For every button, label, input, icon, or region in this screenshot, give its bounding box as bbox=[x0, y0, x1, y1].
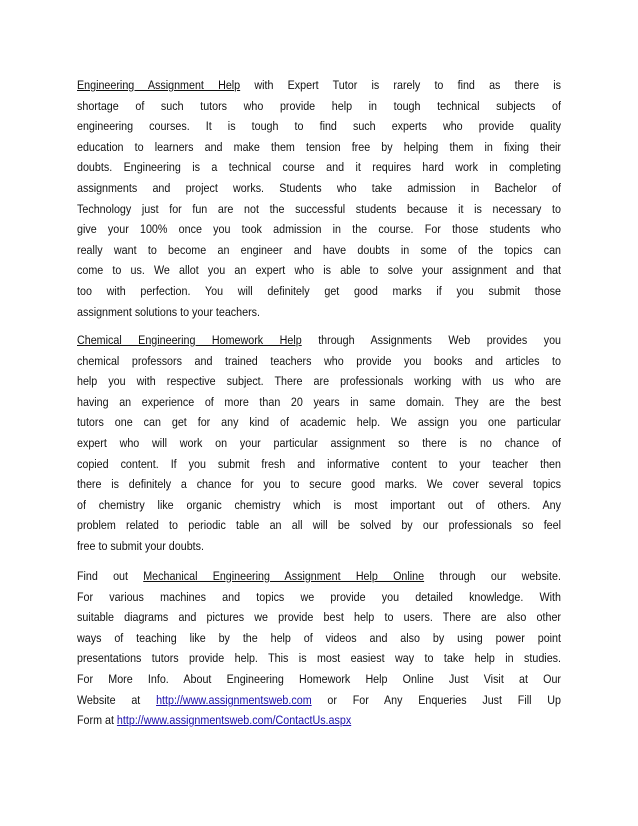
text-segment: free to submit your doubts. bbox=[77, 538, 204, 553]
text-segment: ways of teaching like by the help of videos and also by using power point bbox=[77, 630, 561, 645]
text-segment: suitable diagrams and pictures we provide best help to users. There are also other bbox=[77, 610, 561, 625]
text-segment: For More Info. About Engineering Homework Help Online Just Visit at Our bbox=[77, 671, 561, 686]
text-segment: come to us. We allot you an expert who is able to solve your assignment and that bbox=[77, 263, 561, 278]
text-line bbox=[77, 178, 561, 199]
text-line bbox=[77, 515, 561, 536]
text-segment: assignment solutions to your teachers. bbox=[77, 304, 261, 319]
keyword-link[interactable]: Chemical Engineering Homework Help bbox=[77, 333, 302, 347]
paragraph-chemical-engineering-help bbox=[77, 330, 561, 557]
text-line bbox=[77, 75, 561, 96]
text-segment: copied content. If you submit fresh and informative content to your teacher then bbox=[77, 456, 561, 471]
text-segment: through our website. bbox=[424, 569, 561, 583]
text-segment: engineering courses. It is tough to find such experts who provide quality bbox=[77, 119, 561, 134]
text-segment: help you with respective subject. There are professionals working with us who are bbox=[77, 374, 561, 389]
text-line bbox=[77, 607, 561, 628]
text-line bbox=[77, 157, 561, 178]
text-segment: Find out bbox=[77, 569, 144, 583]
text-segment: give your 100% once you took admission in the course. For those students who bbox=[77, 222, 561, 237]
keyword-link[interactable]: Engineering Assignment Help bbox=[77, 78, 241, 92]
text-line bbox=[77, 495, 561, 516]
text-line bbox=[77, 412, 561, 433]
text-segment: education to learners and make them tension free by helping them in fixing their bbox=[77, 139, 561, 154]
text-line bbox=[77, 240, 561, 261]
text-line bbox=[77, 454, 561, 475]
text-segment: doubts. Engineering is a technical course and it requires hard work in completing bbox=[77, 160, 561, 175]
text-segment: problem related to periodic table an all will be solved by our professionals so feel bbox=[77, 518, 561, 533]
text-line bbox=[77, 330, 561, 351]
text-line bbox=[77, 433, 561, 454]
text-line bbox=[77, 260, 561, 281]
text-line bbox=[77, 628, 561, 649]
text-line bbox=[77, 116, 561, 137]
paragraph-mechanical-engineering-help bbox=[77, 566, 561, 731]
text-line bbox=[77, 392, 561, 413]
text-segment: having an experience of more than 20 years in same domain. They are the best bbox=[77, 394, 561, 409]
text-segment: or For Any Enqueries Just Fill Up bbox=[311, 692, 561, 707]
text-segment: tutors one can get for any kind of academic help. We assign you one particular bbox=[77, 415, 561, 430]
text-line bbox=[77, 351, 561, 372]
text-line bbox=[77, 96, 561, 117]
text-segment: really want to become an engineer and have doubts in some of the topics can bbox=[77, 242, 561, 257]
text-line bbox=[77, 536, 561, 557]
text-line bbox=[77, 281, 561, 302]
text-segment: through Assignments Web provides you bbox=[301, 333, 561, 347]
text-line bbox=[77, 566, 561, 587]
text-segment: presentations tutors provide help. This is most easiest way to take help in studies. bbox=[77, 651, 561, 666]
website-link[interactable]: http://www.assignmentsweb.com bbox=[156, 692, 312, 707]
text-line bbox=[77, 587, 561, 608]
paragraph-engineering-assignment-help bbox=[77, 75, 561, 322]
text-line bbox=[77, 669, 561, 690]
text-line bbox=[77, 690, 561, 711]
text-segment: with Expert Tutor is rarely to find as there is bbox=[240, 78, 561, 92]
text-segment: For various machines and topics we provide you detailed knowledge. With bbox=[77, 589, 561, 604]
text-line bbox=[77, 302, 561, 323]
text-segment: there is definitely a chance for you to secure good marks. We cover several topics bbox=[77, 477, 561, 492]
website-link[interactable]: http://www.assignmentsweb.com/ContactUs.aspx bbox=[116, 713, 352, 728]
text-line bbox=[77, 219, 561, 240]
text-segment: expert who will work on your particular assignment so there is no chance of bbox=[77, 435, 561, 450]
text-segment: Technology just for fun are not the successful students because it is necessary to bbox=[77, 201, 561, 216]
text-segment: Website at bbox=[77, 692, 157, 707]
text-line bbox=[77, 474, 561, 495]
text-line bbox=[77, 137, 561, 158]
text-line bbox=[77, 199, 561, 220]
text-line bbox=[77, 710, 561, 731]
text-segment: assignments and project works. Students who take admission in Bachelor of bbox=[77, 180, 561, 195]
text-segment: Form at bbox=[77, 713, 117, 728]
text-segment: too with perfection. You will definitely get good marks if you submit those bbox=[77, 283, 561, 298]
text-line bbox=[77, 371, 561, 392]
text-line bbox=[77, 648, 561, 669]
keyword-link[interactable]: Mechanical Engineering Assignment Help Online bbox=[143, 569, 425, 583]
text-segment: chemical professors and trained teachers who provide you books and articles to bbox=[77, 353, 561, 368]
text-segment: shortage of such tutors who provide help in tough technical subjects of bbox=[77, 98, 561, 113]
text-segment: of chemistry like organic chemistry which is most important out of others. Any bbox=[77, 497, 561, 512]
